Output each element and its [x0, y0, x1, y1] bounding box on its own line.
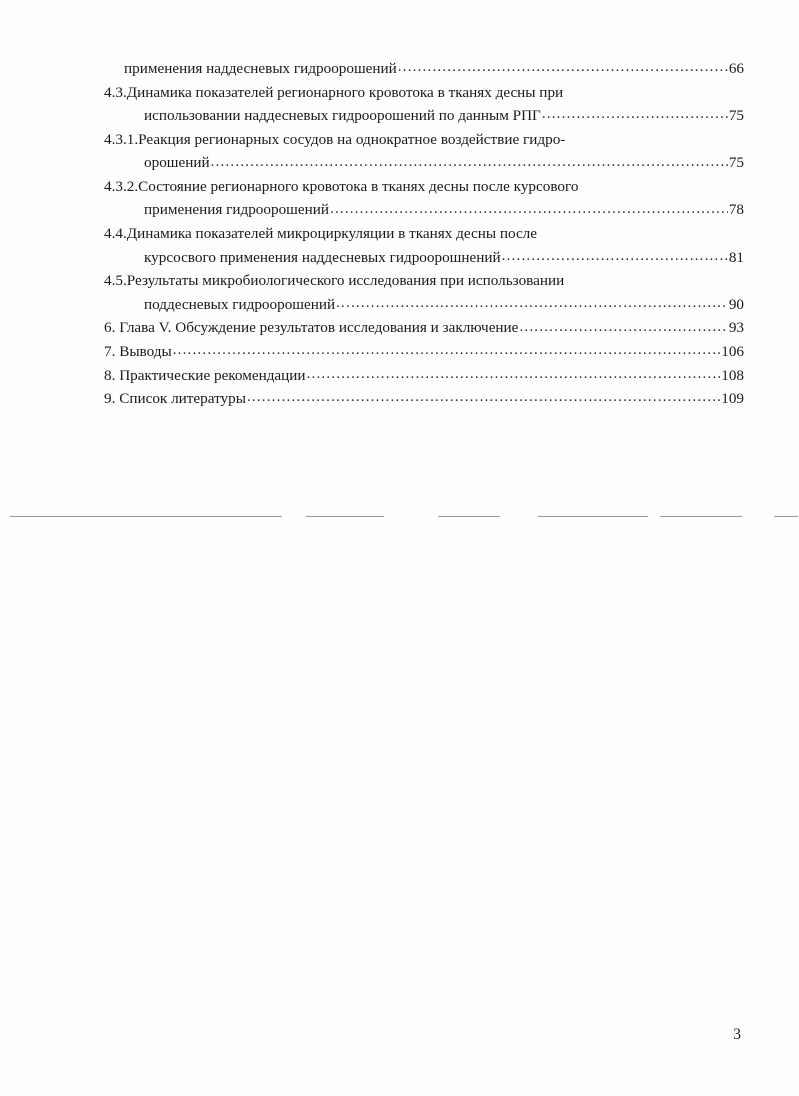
toc-entry[interactable]: [104, 365, 744, 387]
toc-entry[interactable]: [104, 294, 744, 316]
toc-entry-page-number: 66: [728, 60, 744, 77]
toc-entry-page-number: 106: [721, 342, 744, 360]
toc-entry-label: 4.3.Динамика показателей регионарного кровотока в тканях десны при: [104, 83, 564, 101]
toc-entry-page-number: 78: [728, 201, 744, 219]
toc-entry-page-number: 109: [721, 390, 744, 408]
toc-entry-label: 4.3.2.Состояние регионарного кровотока в тканях десны после курсового: [104, 177, 579, 195]
toc-leader-dots: [335, 293, 728, 314]
toc-entry[interactable]: [104, 82, 744, 104]
toc-entry[interactable]: [104, 388, 744, 410]
toc-entry-page-number: 108: [721, 366, 744, 384]
toc-leader-dots: [397, 57, 728, 78]
table-of-contents: [104, 58, 744, 412]
toc-entry-page-number: 75: [728, 107, 744, 125]
toc-entry-label: орошений: [144, 154, 210, 172]
toc-entry[interactable]: [104, 317, 744, 339]
toc-entry-label: применения наддесневых гидроорошений: [124, 60, 397, 77]
toc-leader-dots: [518, 317, 727, 338]
toc-entry-label: применения гидроорошений: [144, 201, 329, 219]
toc-entry-label: 4.3.1.Реакция регионарных сосудов на однократное воздействие гидро-: [104, 130, 566, 148]
separator-mark: [774, 516, 798, 517]
toc-entry-label: 6. Глава V. Обсуждение результатов исследования и заключение: [104, 319, 519, 337]
toc-entry[interactable]: [104, 58, 744, 80]
toc-leader-dots: [246, 387, 720, 408]
toc-entry-label: 4.5.Результаты микробиологического исследования при использовании: [104, 272, 565, 290]
toc-entry-label: 9. Список литературы: [104, 390, 246, 408]
toc-entry-label: поддесневых гидроорошений: [144, 295, 336, 313]
separator-mark: [438, 516, 500, 517]
toc-entry[interactable]: [104, 176, 744, 198]
page-number: 3: [733, 1026, 741, 1043]
toc-entry-page-number: 81: [728, 248, 744, 266]
toc-entry[interactable]: [104, 129, 744, 151]
toc-entry[interactable]: [104, 199, 744, 221]
toc-entry[interactable]: [104, 152, 744, 174]
toc-entry[interactable]: [104, 223, 744, 245]
toc-entry-label: 7. Выводы: [104, 342, 172, 360]
separator-marks: [10, 516, 788, 520]
toc-entry[interactable]: [104, 247, 744, 269]
toc-entry-page-number: 75: [728, 154, 744, 172]
separator-mark: [306, 516, 384, 517]
toc-leader-dots: [501, 246, 728, 267]
toc-leader-dots: [210, 152, 728, 173]
toc-entry-label: 8. Практические рекомендации: [104, 366, 306, 384]
toc-leader-dots: [306, 364, 721, 385]
toc-entry[interactable]: [104, 270, 744, 292]
toc-entry-label: 4.4.Динамика показателей микроциркуляции в тканях десны после: [104, 225, 538, 243]
separator-mark: [660, 516, 742, 517]
toc-entry-page-number: 93: [728, 319, 744, 337]
toc-leader-dots: [329, 199, 728, 220]
toc-entry-page-number: 90: [728, 295, 744, 313]
separator-mark: [10, 516, 282, 517]
separator-mark: [538, 516, 648, 517]
toc-leader-dots: [541, 104, 728, 125]
toc-entry-label: использовании наддесневых гидроорошений по данным РПГ: [144, 107, 541, 125]
toc-entry[interactable]: [104, 341, 744, 363]
toc-leader-dots: [172, 340, 721, 361]
toc-entry[interactable]: [104, 105, 744, 127]
toc-entry-label: курсосвого применения наддесневых гидроорошнений: [144, 248, 501, 266]
